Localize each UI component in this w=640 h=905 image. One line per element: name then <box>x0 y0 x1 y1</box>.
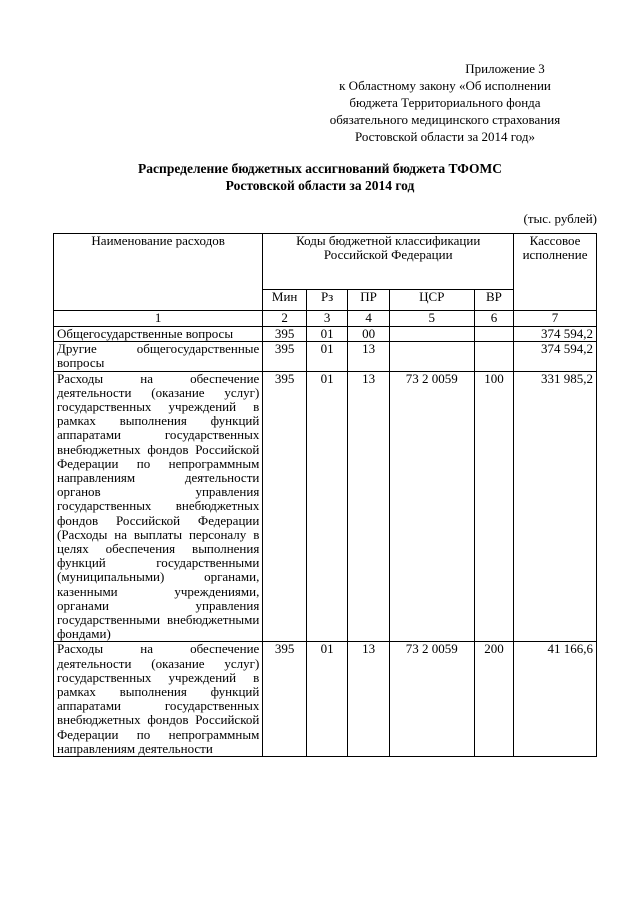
document-title <box>40 160 600 194</box>
header-name: Наименование расходов <box>54 234 263 311</box>
appendix-line: бюджета Территориального фонда <box>349 95 541 110</box>
column-number-row <box>54 311 597 327</box>
appendix-number: Приложение 3 <box>465 61 545 76</box>
row-csr <box>389 342 474 371</box>
appendix-block <box>300 60 590 145</box>
row-pr: 13 <box>348 642 389 757</box>
row-rz: 01 <box>306 642 347 757</box>
row-sum: 331 985,2 <box>514 371 597 642</box>
table-row <box>54 642 597 757</box>
row-vr <box>474 342 513 371</box>
column-number: 4 <box>348 311 389 327</box>
header-execution: Кассовое исполнение <box>514 234 597 311</box>
table-row <box>54 371 597 642</box>
row-name: Расходы на обеспечение деятельности (оказание услуг) государственных учреждений в рамках выполнения функций аппаратами государственных внебюджетных фондов Российской Федерации по непрограммным направлениям деятельности органов управления государственных внебюджетных фондов Российской Федерации (Расходы на выплаты персоналу в целях обеспечения выполнения функций государственными (муниципальными) органами, казенными учреждениями, органами управления государственными внебюджетными фондами) <box>54 371 263 642</box>
row-csr: 73 2 0059 <box>389 642 474 757</box>
row-csr <box>389 327 474 342</box>
row-name: Общегосударственные вопросы <box>54 327 263 342</box>
row-csr: 73 2 0059 <box>389 371 474 642</box>
row-sum: 374 594,2 <box>514 342 597 371</box>
column-number: 7 <box>514 311 597 327</box>
header-codes: Коды бюджетной классификации Российской Федерации <box>263 234 514 290</box>
document-title-line: Распределение бюджетных ассигнований бюджета ТФОМС <box>138 161 502 176</box>
column-number: 6 <box>474 311 513 327</box>
row-sum: 41 166,6 <box>514 642 597 757</box>
document-title-line: Ростовской области за 2014 год <box>225 178 415 193</box>
row-name: Расходы на обеспечение деятельности (оказание услуг) государственных учреждений в рамках выполнения функций аппаратами государственных внебюджетных фондов Российской Федерации по непрограммным направлениям деятельности <box>54 642 263 757</box>
row-min: 395 <box>263 327 307 342</box>
header-rz: Рз <box>306 290 347 311</box>
table-row <box>54 342 597 371</box>
column-number: 5 <box>389 311 474 327</box>
row-vr <box>474 327 513 342</box>
budget-table <box>53 233 597 757</box>
column-number: 3 <box>306 311 347 327</box>
appendix-line: к Областному закону «Об исполнении <box>339 78 551 93</box>
table-row <box>54 327 597 342</box>
header-vr: ВР <box>474 290 513 311</box>
row-pr: 13 <box>348 342 389 371</box>
appendix-line: Ростовской области за 2014 год» <box>354 129 536 144</box>
row-rz: 01 <box>306 371 347 642</box>
header-min: Мин <box>263 290 307 311</box>
row-name: Другие общегосударственные вопросы <box>54 342 263 371</box>
units-label: (тыс. рублей) <box>523 211 597 226</box>
column-number: 1 <box>54 311 263 327</box>
header-pr: ПР <box>348 290 389 311</box>
appendix-line: обязательного медицинского страхования <box>329 112 561 127</box>
header-csr: ЦСР <box>389 290 474 311</box>
row-min: 395 <box>263 642 307 757</box>
row-rz: 01 <box>306 342 347 371</box>
row-vr: 200 <box>474 642 513 757</box>
row-sum: 374 594,2 <box>514 327 597 342</box>
row-pr: 00 <box>348 327 389 342</box>
row-pr: 13 <box>348 371 389 642</box>
column-number: 2 <box>263 311 307 327</box>
row-vr: 100 <box>474 371 513 642</box>
row-min: 395 <box>263 342 307 371</box>
row-min: 395 <box>263 371 307 642</box>
row-rz: 01 <box>306 327 347 342</box>
